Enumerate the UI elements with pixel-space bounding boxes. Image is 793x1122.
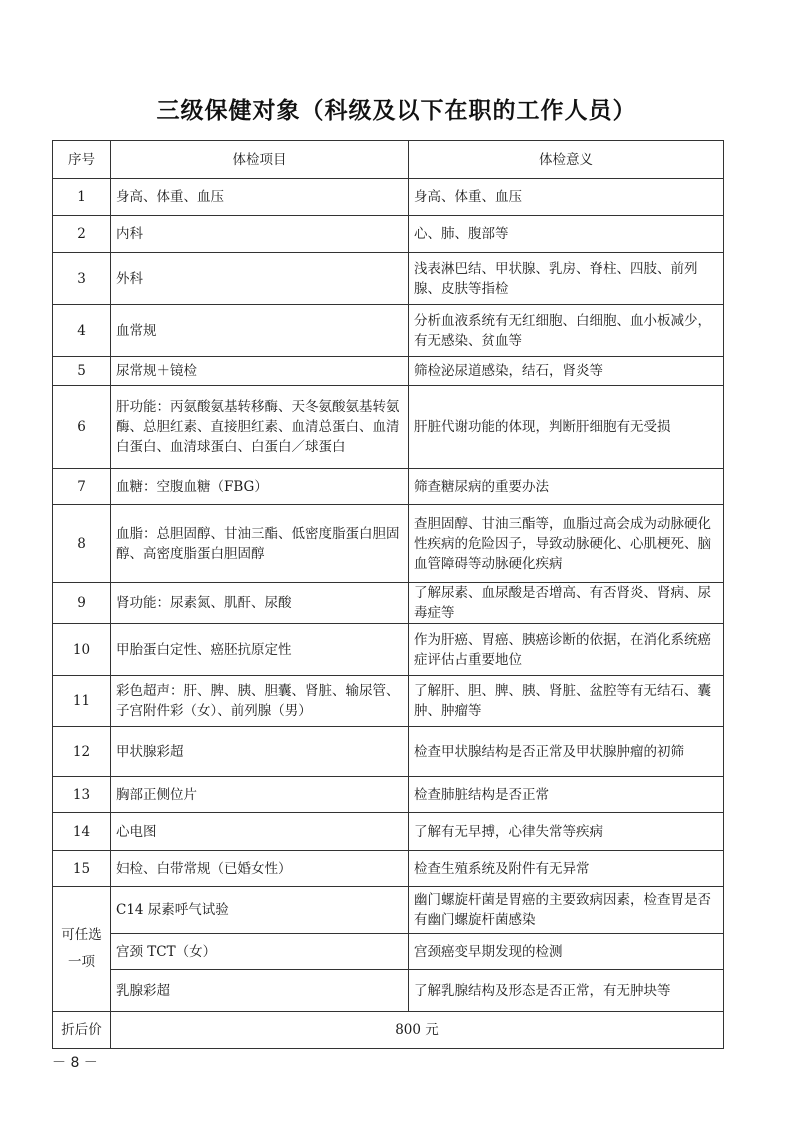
row-number: 13	[53, 777, 111, 813]
exam-meaning: 查胆固醇、甘油三酯等，血脂过高会成为动脉硬化性疾病的危险因子，导致动脉硬化、心肌梗死、脑血管障碍等动脉硬化疾病	[409, 505, 724, 583]
optional-row	[53, 887, 724, 934]
price-row	[53, 1012, 724, 1049]
exam-item: 外科	[111, 253, 409, 305]
price-label: 折后价	[53, 1012, 111, 1049]
row-number: 2	[53, 216, 111, 253]
table-row	[53, 216, 724, 253]
exam-item: 肾功能：尿素氮、肌酐、尿酸	[111, 583, 409, 624]
optional-row	[53, 934, 724, 970]
exam-meaning: 了解肝、胆、脾、胰、肾脏、盆腔等有无结石、囊肿、肿瘤等	[409, 676, 724, 727]
row-number: 11	[53, 676, 111, 727]
table-body	[53, 179, 724, 1049]
row-number: 3	[53, 253, 111, 305]
table-row	[53, 179, 724, 216]
exam-meaning: 浅表淋巴结、甲状腺、乳房、脊柱、四肢、前列腺、皮肤等指检	[409, 253, 724, 305]
optional-meaning: 宫颈癌变早期发现的检测	[409, 934, 724, 970]
page-number: － 8 －	[52, 1055, 98, 1071]
exam-item: 甲胎蛋白定性、癌胚抗原定性	[111, 624, 409, 676]
exam-table	[52, 140, 724, 1049]
table-row	[53, 777, 724, 813]
table-row	[53, 305, 724, 357]
exam-item: 内科	[111, 216, 409, 253]
optional-item: 乳腺彩超	[111, 970, 409, 1012]
row-number: 15	[53, 851, 111, 887]
exam-item: 尿常规＋镜检	[111, 357, 409, 386]
exam-meaning: 了解有无早搏，心律失常等疾病	[409, 813, 724, 851]
row-number: 4	[53, 305, 111, 357]
header-no: 序号	[53, 141, 111, 179]
exam-item: 胸部正侧位片	[111, 777, 409, 813]
table-row	[53, 624, 724, 676]
row-number: 6	[53, 386, 111, 469]
exam-item: 身高、体重、血压	[111, 179, 409, 216]
optional-item: C14 尿素呼气试验	[111, 887, 409, 934]
table-row	[53, 727, 724, 777]
exam-meaning: 检查甲状腺结构是否正常及甲状腺肿瘤的初筛	[409, 727, 724, 777]
optional-row	[53, 970, 724, 1012]
exam-item: 肝功能：丙氨酸氨基转移酶、天冬氨酸氨基转氨酶、总胆红素、直接胆红素、血清总蛋白、血清白蛋白、血清球蛋白、白蛋白／球蛋白	[111, 386, 409, 469]
optional-item: 宫颈 TCT（女）	[111, 934, 409, 970]
exam-item: 心电图	[111, 813, 409, 851]
row-number: 12	[53, 727, 111, 777]
table-row	[53, 813, 724, 851]
optional-meaning: 了解乳腺结构及形态是否正常，有无肿块等	[409, 970, 724, 1012]
exam-meaning: 了解尿素、血尿酸是否增高、有否肾炎、肾病、尿毒症等	[409, 583, 724, 624]
exam-item: 彩色超声：肝、脾、胰、胆囊、肾脏、输尿管、子宫附件彩（女）、前列腺（男）	[111, 676, 409, 727]
row-number: 10	[53, 624, 111, 676]
exam-item: 妇检、白带常规（已婚女性）	[111, 851, 409, 887]
exam-meaning: 肝脏代谢功能的体现，判断肝细胞有无受损	[409, 386, 724, 469]
table-row	[53, 851, 724, 887]
row-number: 5	[53, 357, 111, 386]
exam-meaning: 作为肝癌、胃癌、胰癌诊断的依据，在消化系统癌症评估占重要地位	[409, 624, 724, 676]
exam-meaning: 检查生殖系统及附件有无异常	[409, 851, 724, 887]
row-number: 7	[53, 469, 111, 505]
row-number: 8	[53, 505, 111, 583]
exam-item: 血糖：空腹血糖（FBG）	[111, 469, 409, 505]
exam-meaning: 身高、体重、血压	[409, 179, 724, 216]
table-row	[53, 357, 724, 386]
exam-meaning: 筛查糖尿病的重要办法	[409, 469, 724, 505]
row-number: 1	[53, 179, 111, 216]
table-row	[53, 505, 724, 583]
exam-meaning: 检查肺脏结构是否正常	[409, 777, 724, 813]
header-meaning: 体检意义	[409, 141, 724, 179]
optional-label: 可任选一项	[53, 887, 111, 1012]
page-title: 三级保健对象（科级及以下在职的工作人员）	[156, 98, 637, 124]
table-row	[53, 676, 724, 727]
exam-item: 血脂：总胆固醇、甘油三酯、低密度脂蛋白胆固醇、高密度脂蛋白胆固醇	[111, 505, 409, 583]
header-item: 体检项目	[111, 141, 409, 179]
table-row	[53, 386, 724, 469]
exam-meaning: 心、肺、腹部等	[409, 216, 724, 253]
table-row	[53, 469, 724, 505]
exam-meaning: 筛检泌尿道感染，结石，肾炎等	[409, 357, 724, 386]
table-row	[53, 253, 724, 305]
row-number: 14	[53, 813, 111, 851]
table-header-row	[53, 141, 724, 179]
price-value: 800 元	[111, 1012, 724, 1049]
exam-meaning: 分析血液系统有无红细胞、白细胞、血小板减少，有无感染、贫血等	[409, 305, 724, 357]
optional-meaning: 幽门螺旋杆菌是胃癌的主要致病因素，检查胃是否有幽门螺旋杆菌感染	[409, 887, 724, 934]
exam-item: 血常规	[111, 305, 409, 357]
row-number: 9	[53, 583, 111, 624]
exam-item: 甲状腺彩超	[111, 727, 409, 777]
table-row	[53, 583, 724, 624]
